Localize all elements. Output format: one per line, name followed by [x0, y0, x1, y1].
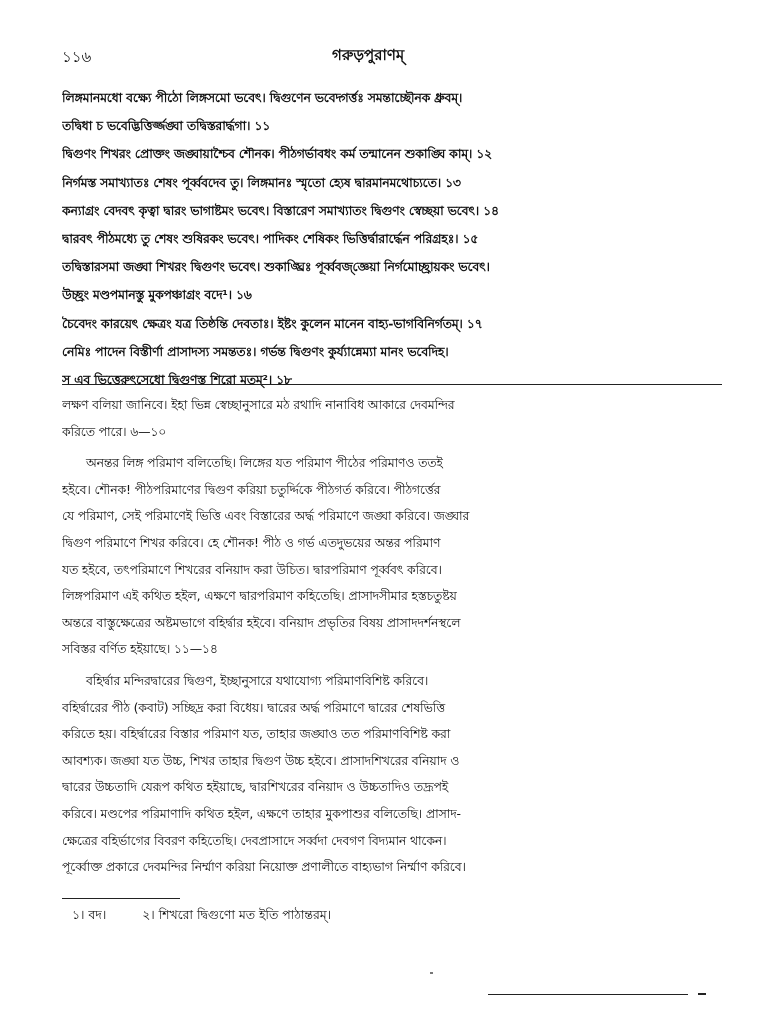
commentary-line: করিতে পারে। ৬—১০: [62, 423, 167, 439]
verse-line: দ্বিগুণং শিখরং প্রোক্তং জঙ্ঘায়াশ্চৈব শৌনক। পীঠগর্ভাবধং কর্ম তন্মানেন শুকাঙ্ঘি কাম্। ১২: [62, 146, 492, 162]
page-number: ১১৬: [62, 48, 92, 66]
footnote-divider: [62, 898, 180, 899]
commentary-line: করিবে। মণ্ডপের পরিমাণাদি কথিত হইল, এক্ষণে তাহার মুকপাশুর বলিতেছি। প্রাসাদ-: [62, 805, 461, 821]
commentary-line: লিঙ্গপরিমাণ এই কথিত হইল, এক্ষণে দ্বারপরিমাণ কহিতেছি। প্রাসাদসীমার হস্তচতুষ্টয়: [62, 588, 457, 604]
commentary-line: হইবে। শৌনক! পীঠপরিমাণের দ্বিগুণ করিয়া চতুর্দ্দিকে পীঠগর্ত করিবে। পীঠগর্ত্তের: [62, 481, 441, 497]
verse-line: স এব ভিত্তেরুৎসেধো দ্বিগুণস্ত শিরো মতম্²। ১৮: [62, 371, 292, 387]
running-title: গরুড়পুরাণম্: [332, 46, 405, 64]
sanskrit-verses: [62, 84, 722, 394]
commentary-line: বহির্দ্বারের পীঠ (কবাট) সচ্ছিদ্র করা বিধেয়। দ্বারের অর্দ্ধ পরিমাণে দ্বারের শেষভিত্তি: [62, 699, 445, 715]
commentary-line: সবিস্তর বর্ণিত হইয়াছে। ১১—১৪: [62, 641, 218, 657]
commentary-line: আবশ্যক। জঙ্ঘা যত উচ্চ, শিখর তাহার দ্বিগুণ উচ্চ হইবে। প্রাসাদশিখরের বনিয়াদ ও: [62, 752, 460, 768]
footnotes: [72, 902, 672, 928]
bengali-commentary: [62, 392, 722, 881]
commentary-line: দ্বিগুণ পরিমাণে শিখর করিবে। হে শৌনক! পীঠ ও গর্ভ এতদুভয়ের অন্তর পরিমাণ: [62, 534, 441, 550]
commentary-line: যে পরিমাণ, সেই পরিমাণেই ভিত্তি এবং বিস্তারের অর্দ্ধ পরিমাণে জঙ্ঘা করিবে। জঙ্ঘার: [62, 508, 470, 524]
commentary-line: লক্ষণ বলিয়া জানিবে। ইহা ভিন্ন স্বেচ্ছানুসারে মঠ রথাদি নানাবিধ আকারে দেবমন্দির: [62, 397, 455, 412]
verse-line: নেমিঃ পাদেন বিস্তীর্ণা প্রাসাদস্য সমন্ততঃ। গর্ভন্ত দ্বিগুণং কুর্য্যান্নেম্যা মানং ভবেদিহ।: [62, 343, 449, 359]
footnote-1: ১। বদ।: [72, 907, 107, 922]
verse-line: তদ্বিস্তারসমা জঙ্ঘা শিখরং দ্বিগুণং ভবেৎ। শুকাঙ্ঘ্রিঃ পূর্ব্ববজ্‌জ্ঞেয়া নির্গমোচ্ছ্রায়কং ভবেৎ।: [62, 259, 490, 275]
commentary-line: যত হইবে, তৎপরিমাণে শিখরের বনিয়াদ করা উচিত। দ্বারপরিমাণ পূর্ব্ববৎ করিবে।: [62, 561, 442, 577]
footnote-2: ২। শিখরো দ্বিগুণো মত ইতি পাঠান্তরম্।: [142, 907, 332, 922]
bottom-rule: [488, 994, 688, 995]
commentary-line: বহির্দ্বার মন্দিরদ্বারের দ্বিগুণ, ইচ্ছানুসারে যথাযোগ্য পরিমাণবিশিষ্ট করিবে।: [86, 672, 429, 688]
commentary-line: অনন্তর লিঙ্গ পরিমাণ বলিতেছি। লিঙ্গের যত পরিমাণ পীঠের পরিমাণও ততই: [86, 455, 443, 471]
commentary-line: ক্ষেত্রের বহির্ভাগের বিবরণ কহিতেছি। দেবপ্রাসাদে সর্ব্বদা দেবগণ বিদ্যমান থাকেন।: [62, 832, 447, 848]
verse-line: কন্যাগ্রং বেদবৎ কৃত্বা দ্বারং ভাগাষ্টমং ভবেৎ। বিস্তারেণ সমাখ্যাতং দ্বিগুণং স্বেচ্ছয়া ভবেৎ। ১৪: [62, 202, 499, 218]
page-header: [62, 42, 717, 68]
commentary-line: করিতে হয়। বহির্দ্বারের বিস্তার পরিমাণ যত, তাহার জঙ্ঘাও তত পরিমাণবিশিষ্ট করা: [62, 726, 451, 742]
section-divider: [62, 384, 722, 385]
verse-line: দ্বারবৎ পীঠমধ্যে তু শেষং শুষিরকং ভবেৎ। পাদিকং শেষিকং ভিত্তির্দ্বারার্দ্ধেন পরিগ্রহঃ। ১৫: [62, 230, 479, 246]
bottom-dash: [698, 993, 706, 995]
verse-line: নির্গমস্ত সমাখ্যাতঃ শেষং পূর্ব্ববদেব তু। লিঙ্গমানঃ স্মৃতো হ্যেষ দ্বারমানমথোচ্যতে। ১৩: [62, 174, 461, 190]
verse-line: লিঙ্গমানমধো বক্ষ্যে পীঠো লিঙ্গসমো ভবেৎ। দ্বিগুণেন ভবেদ্গর্ত্তঃ সমন্তাচ্ছৌনক ধ্রুবম্।: [62, 90, 463, 105]
verse-line: তদ্বিধা চ ভবেদ্ভিত্তির্জ্জঙ্ঘা তদ্বিস্তরার্দ্ধগা। ১১: [62, 118, 271, 134]
commentary-line: দ্বারের উচ্চতাদি যেরূপ কথিত হইয়াছে, দ্বারশিখরের বনিয়াদ ও উচ্চতাদিও তদ্রূপই: [62, 779, 449, 795]
commentary-line: পূর্ব্বোক্ত প্রকারে দেবমন্দির নির্ম্মাণ করিয়া নিয়োক্ত প্রণালীতে বাহ্যভাগ নির্ম্মাণ করিবে।: [62, 859, 466, 875]
verse-line: চৈবেদং কারয়েৎ ক্ষেত্রং যত্র তিষ্ঠন্তি দেবতাঃ। ইষ্টং কুলেন মানেন বাহ্য-ভাগবিনির্গতম্। ১৭: [62, 315, 483, 331]
commentary-line: অন্তরে বাস্তুক্ষেত্রের অষ্টমভাগে বহির্দ্বার হইবে। বনিয়াদ প্রভৃতির বিষয় প্রাসাদদর্শনস্থলে: [62, 614, 461, 630]
verse-line: উচ্ছ্রং মণ্ডপমানস্তু মুকপঞ্চাগ্রং বদে¹। ১৬: [62, 287, 252, 303]
scan-speck: [430, 972, 433, 974]
